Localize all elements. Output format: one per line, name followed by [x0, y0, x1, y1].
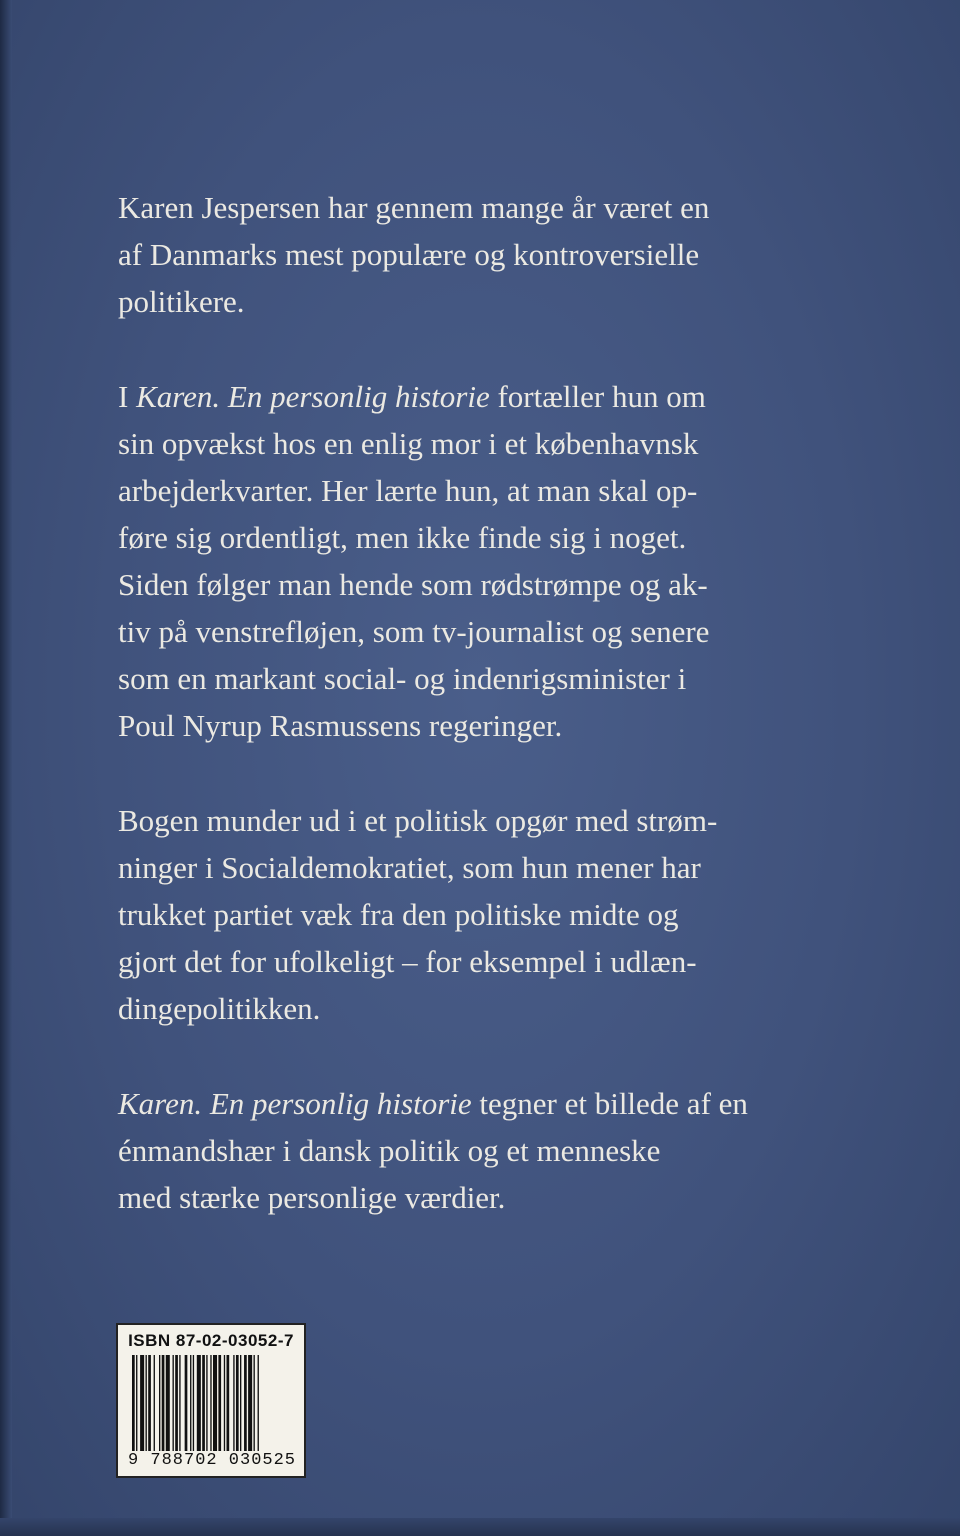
text-fragment: I: [118, 379, 137, 414]
barcode-bar: [244, 1355, 247, 1451]
text-line: politikere.: [118, 284, 245, 319]
cover-bottom-edge: [0, 1518, 960, 1536]
barcode-bar: [240, 1355, 241, 1451]
barcode-bar: [218, 1355, 221, 1451]
text-line: [118, 1080, 918, 1127]
text-line: tiv på venstrefløjen, som tv-journalist og senere: [118, 614, 710, 649]
isbn-barcode-label: [116, 1323, 306, 1478]
barcode-bar: [197, 1355, 201, 1451]
barcode-bar: [202, 1355, 205, 1451]
text-line: sin opvækst hos en enlig mor i et københavnsk: [118, 426, 699, 461]
barcode-bar: [227, 1355, 230, 1451]
book-title-italic: Karen. En personlig historie: [136, 379, 490, 414]
text-line: trukket partiet væk fra den politiske midte og: [118, 897, 679, 932]
text-fragment: tegner et billede af en: [471, 1086, 748, 1121]
text-line: Bogen munder ud i et politisk opgør med strøm-: [118, 803, 718, 838]
text-line: med stærke personlige værdier.: [118, 1180, 506, 1215]
barcode-bar: [233, 1355, 234, 1451]
text-line: ninger i Socialdemokratiet, som hun mener har: [118, 850, 701, 885]
text-line: føre sig ordentligt, men ikke finde sig i noget.: [118, 520, 687, 555]
paragraph-politics: [118, 797, 918, 1032]
text-line: Siden følger man hende som rødstrømpe og ak-: [118, 567, 708, 602]
cover-left-edge: [0, 0, 12, 1536]
barcode-bar: [236, 1355, 239, 1451]
barcode-bar: [210, 1355, 211, 1451]
barcode-bar: [179, 1355, 180, 1451]
barcode-bar: [154, 1355, 155, 1451]
text-line: [118, 373, 918, 420]
blurb-text: [118, 184, 918, 1221]
barcode-bar: [148, 1355, 151, 1451]
barcode-bar: [193, 1355, 194, 1451]
text-line: Karen Jespersen har gennem mange år været en: [118, 190, 710, 225]
barcode-bar: [166, 1355, 170, 1451]
paragraph-biography: [118, 373, 918, 749]
barcode-bar: [173, 1355, 174, 1451]
barcode-bar: [162, 1355, 165, 1451]
text-line: énmandshær i dansk politik og et menneske: [118, 1133, 661, 1168]
barcode-bar: [248, 1355, 252, 1451]
barcode-bar: [175, 1355, 178, 1451]
text-line: som en markant social- og indenrigsminister i: [118, 661, 687, 696]
text-line: Poul Nyrup Rasmussens regeringer.: [118, 708, 563, 743]
barcode-bar: [224, 1355, 225, 1451]
barcode-bar: [140, 1355, 144, 1451]
barcode-icon: [132, 1355, 296, 1451]
barcode-bar: [132, 1355, 135, 1451]
ean-number: 9 788702 030525: [127, 1451, 297, 1470]
isbn-number: ISBN 87-02-03052-7: [128, 1331, 294, 1350]
text-line: gjort det for ufolkeligt – for eksempel i udlæn-: [118, 944, 697, 979]
paragraph-summary: [118, 1080, 918, 1221]
text-line: af Danmarks mest populære og kontroversielle: [118, 237, 700, 272]
paragraph-intro: [118, 184, 918, 325]
barcode-bar: [136, 1355, 137, 1451]
barcode-bar: [159, 1355, 160, 1451]
barcode-bar: [206, 1355, 207, 1451]
text-line: arbejderkvarter. Her lærte hun, at man skal op-: [118, 473, 698, 508]
barcode-bar: [213, 1355, 217, 1451]
text-fragment: fortæller hun om: [489, 379, 706, 414]
book-title-italic: Karen. En personlig historie: [118, 1086, 472, 1121]
barcode-bar: [254, 1355, 255, 1451]
barcode-bar: [146, 1355, 147, 1451]
barcode-bar: [185, 1355, 188, 1451]
barcode-bar: [190, 1355, 191, 1451]
barcode-bar: [258, 1355, 259, 1451]
text-line: dingepolitikken.: [118, 991, 321, 1026]
